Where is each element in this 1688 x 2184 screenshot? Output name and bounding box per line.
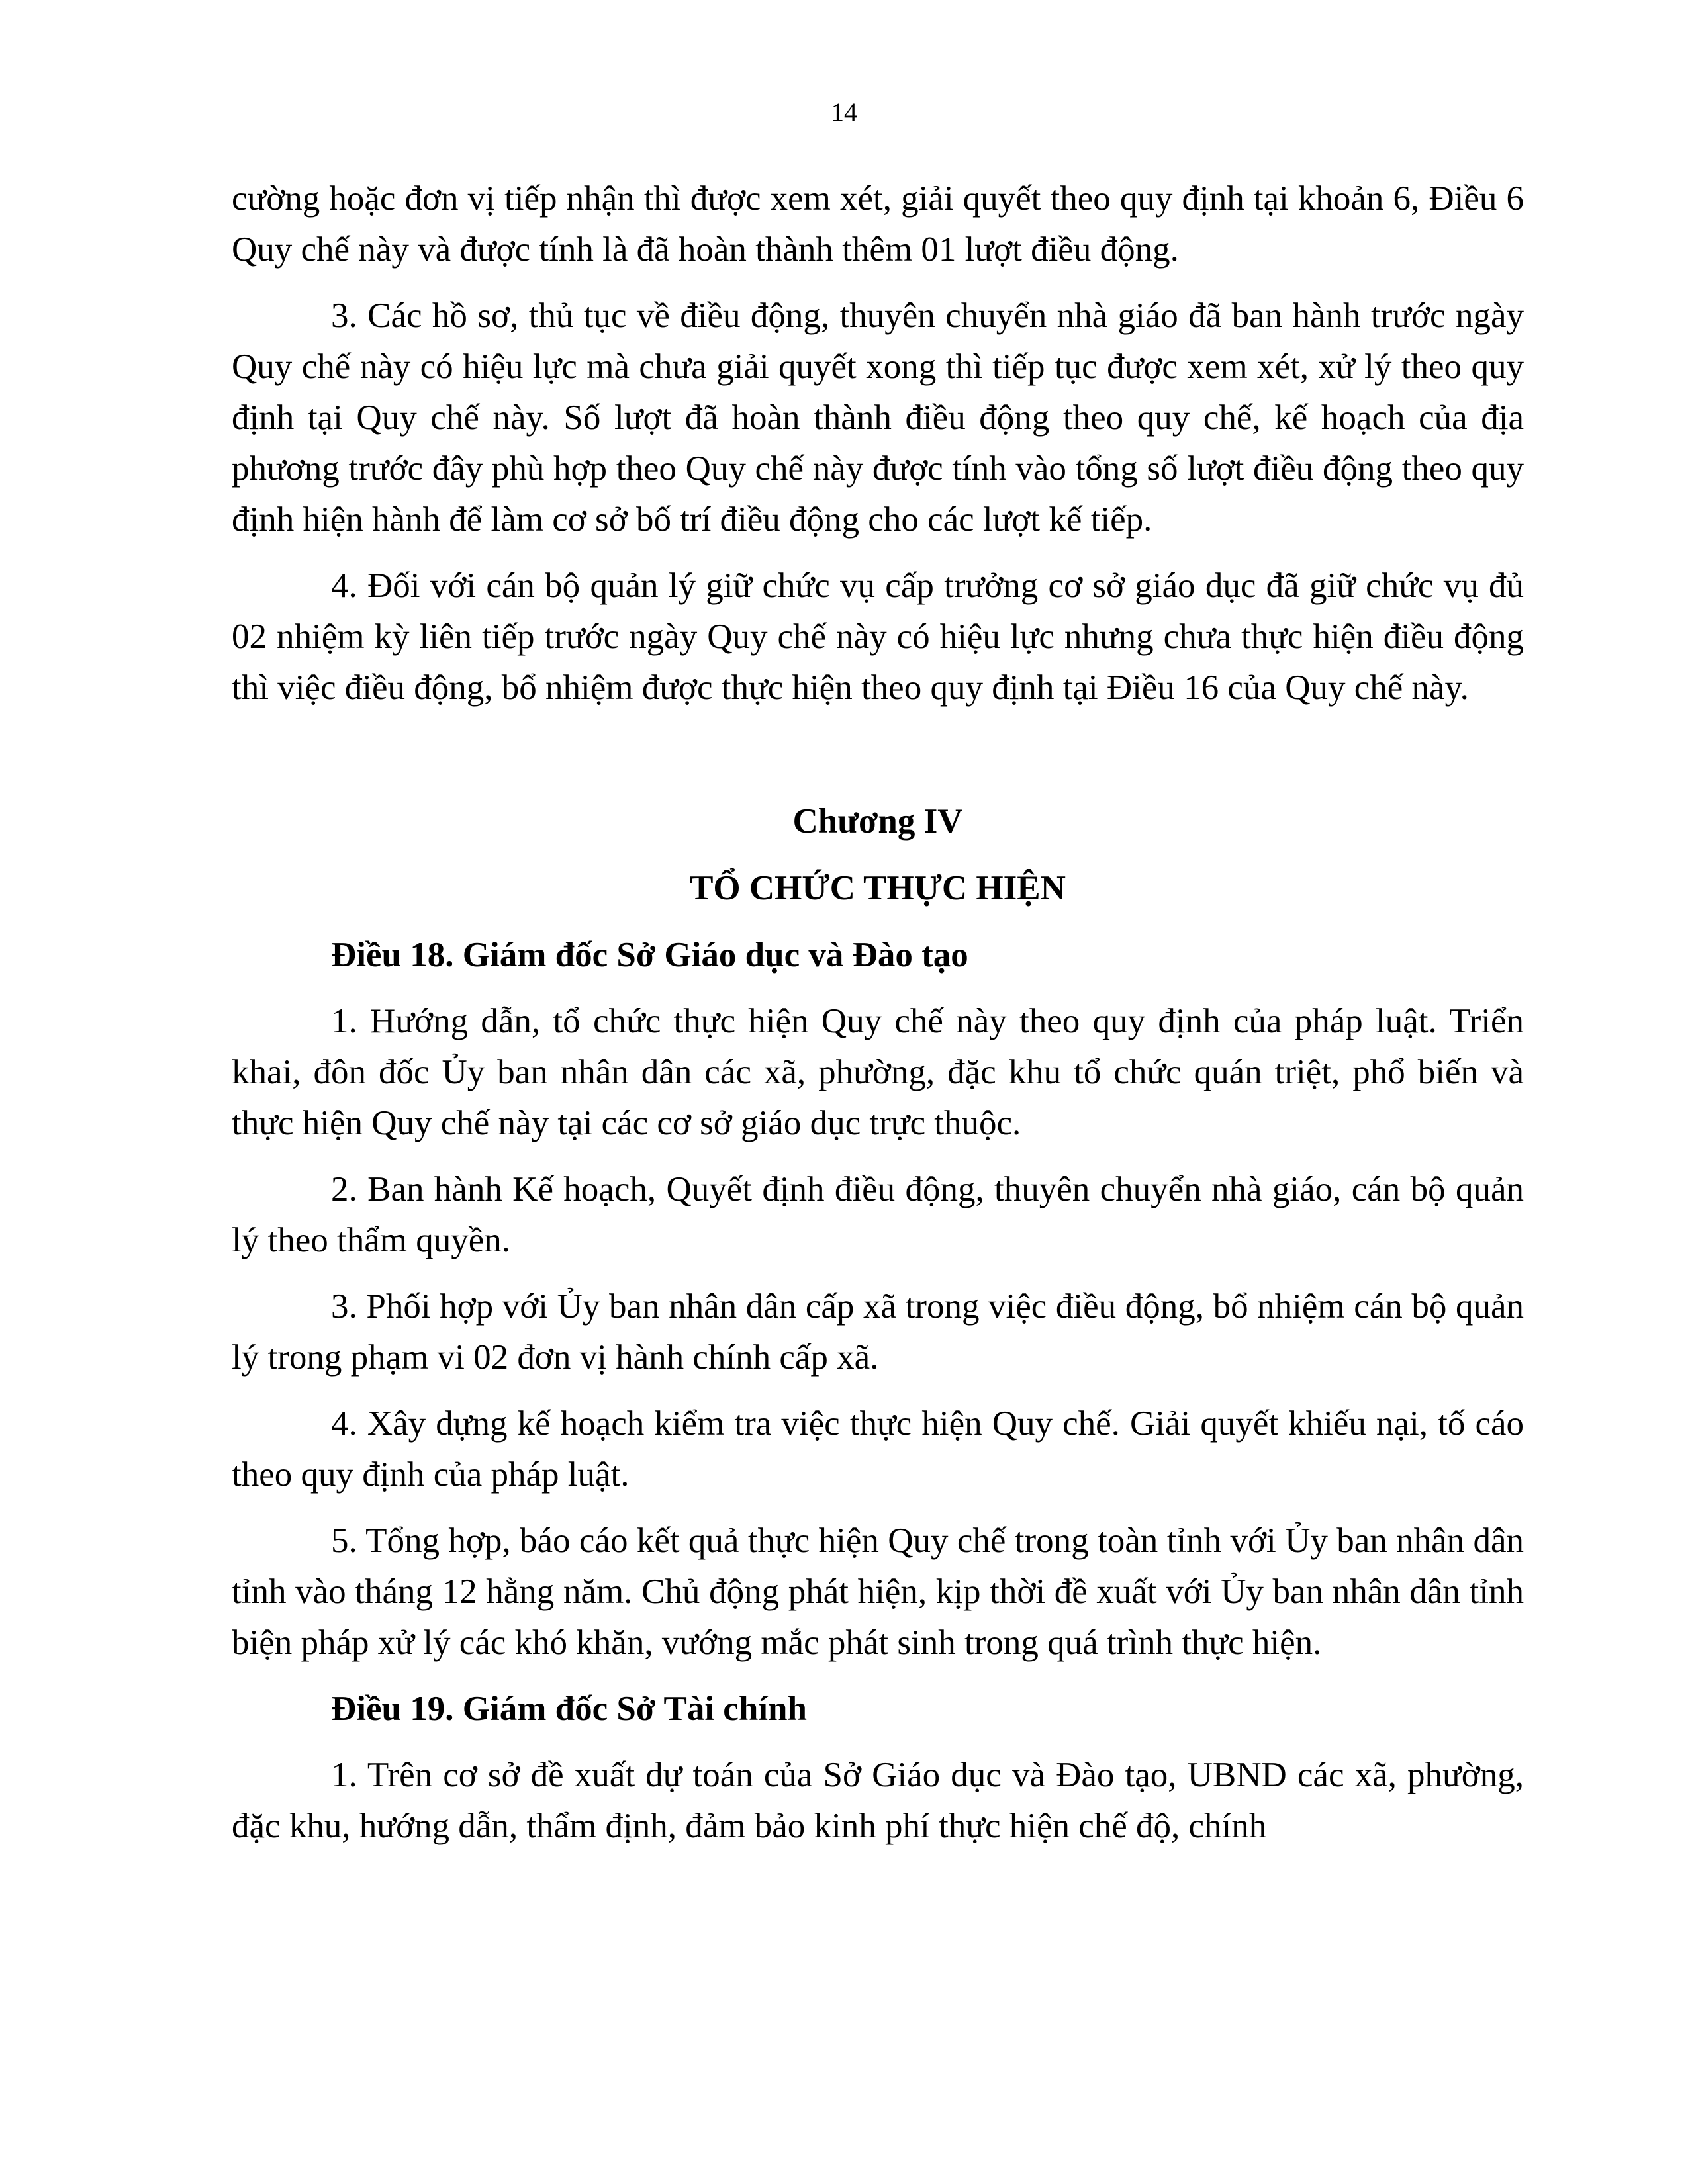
article-18-clause-3: 3. Phối hợp với Ủy ban nhân dân cấp xã trong việc điều động, bổ nhiệm cán bộ quản lý trong phạm vi 02 đơn vị hành chính cấp xã. (232, 1287, 1524, 1377)
document-body (232, 173, 1524, 1867)
article-19-heading: Điều 19. Giám đốc Sở Tài chính (331, 1690, 807, 1728)
paragraph-continuation: cường hoặc đơn vị tiếp nhận thì được xem xét, giải quyết theo quy định tại khoản 6, Điều 6 Quy chế này và được tính là đã hoàn thành thêm 01 lượt điều động. (232, 179, 1524, 269)
article-19-clause-1: 1. Trên cơ sở đề xuất dự toán của Sở Giáo dục và Đào tạo, UBND các xã, phường, đặc khu, hướng dẫn, thẩm định, đảm bảo kinh phí thực hiện chế độ, chính (232, 1756, 1524, 1845)
article-18-heading: Điều 18. Giám đốc Sở Giáo dục và Đào tạo (331, 936, 968, 974)
chapter-label: Chương IV (792, 802, 963, 841)
article-18-clause-2: 2. Ban hành Kế hoạch, Quyết định điều động, thuyên chuyển nhà giáo, cán bộ quản lý theo thẩm quyền. (232, 1170, 1524, 1259)
page-number: 14 (831, 97, 857, 127)
chapter-title: TỔ CHỨC THỰC HIỆN (690, 869, 1066, 907)
paragraph-clause-3: 3. Các hồ sơ, thủ tục về điều động, thuyên chuyển nhà giáo đã ban hành trước ngày Quy chế này có hiệu lực mà chưa giải quyết xong thì tiếp tục được xem xét, xử lý theo quy định tại Quy chế này. Số lượt đã hoàn thành điều động theo quy chế, kế hoạch của địa phương trước đây phù hợp theo Quy chế này được tính vào tổng số lượt điều động theo quy định hiện hành để làm cơ sở bố trí điều động cho các lượt kế tiếp. (232, 296, 1524, 539)
article-18-clause-4: 4. Xây dựng kế hoạch kiểm tra việc thực hiện Quy chế. Giải quyết khiếu nại, tố cáo theo quy định của pháp luật. (232, 1404, 1524, 1494)
article-18-clause-1: 1. Hướng dẫn, tổ chức thực hiện Quy chế này theo quy định của pháp luật. Triển khai, đôn đốc Ủy ban nhân dân các xã, phường, đặc khu tổ chức quán triệt, phổ biến và thực hiện Quy chế này tại các cơ sở giáo dục trực thuộc. (232, 1002, 1524, 1142)
article-18-clause-5: 5. Tổng hợp, báo cáo kết quả thực hiện Quy chế trong toàn tỉnh với Ủy ban nhân dân tỉnh vào tháng 12 hằng năm. Chủ động phát hiện, kịp thời đề xuất với Ủy ban nhân dân tỉnh biện pháp xử lý các khó khăn, vướng mắc phát sinh trong quá trình thực hiện. (232, 1522, 1524, 1662)
paragraph-clause-4: 4. Đối với cán bộ quản lý giữ chức vụ cấp trưởng cơ sở giáo dục đã giữ chức vụ đủ 02 nhiệm kỳ liên tiếp trước ngày Quy chế này có hiệu lực nhưng chưa thực hiện điều động thì việc điều động, bổ nhiệm được thực hiện theo quy định tại Điều 16 của Quy chế này. (232, 567, 1524, 707)
